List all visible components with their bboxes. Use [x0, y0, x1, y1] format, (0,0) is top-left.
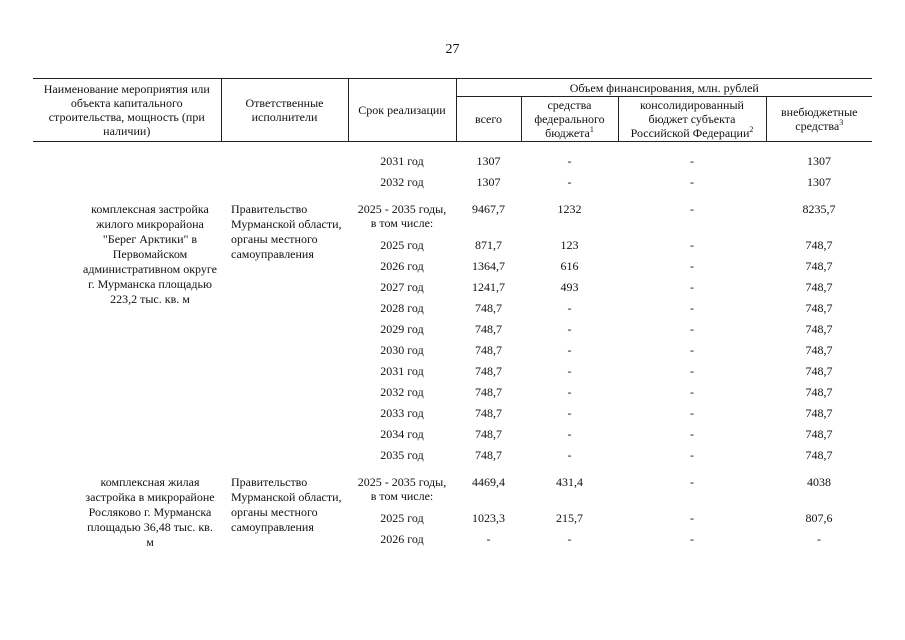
- table-row: комплексная жилая застройка в микрорайоне Росляково г. Мурманска площадью 36,48 тыс. кв. м Правительство Мурманской области, органы местного самоуправления 2025 - 2035 годы, в том числе: 4469,4 431,4 - 4038: [33, 475, 872, 511]
- table-row: 2026 год - - - -: [380, 532, 821, 546]
- header-executor: Ответственные исполнители: [221, 79, 348, 142]
- table-row: 2032 год 1307 - - 1307: [380, 175, 831, 189]
- table-row: 2025 год 1023,3 215,7 - 807,6: [380, 511, 833, 525]
- header-funding: Объем финансирования, млн. рублей: [456, 79, 872, 97]
- header-term: Срок реализации: [348, 79, 456, 142]
- table-row: 2034 год 748,7 - - 748,7: [380, 427, 833, 441]
- header-total: всего: [456, 97, 521, 142]
- table-row: 2035 год 748,7 - - 748,7: [380, 448, 833, 462]
- header-federal: средства федерального бюджета$^1$: [521, 97, 618, 142]
- page-number: 27: [445, 42, 460, 57]
- project1-executor: Правительство Мурманской области, органы местного самоуправления: [231, 202, 342, 261]
- table-row: 2031 год 1307 - - 1307: [380, 154, 831, 168]
- table-row: 2031 год 748,7 - - 748,7: [380, 364, 833, 378]
- header-extrabudget: внебюджетные средства$^3$: [766, 97, 872, 142]
- table-row: комплексная застройка жилого микрорайона "Берег Арктики" в Первомайском административном округе г. Мурманска площадью 223,2 тыс. кв. м Правительство Мурманской области, органы местного самоуправления 2025 - 2035 годы, в том числе: 9467,7 1232 - 8235,7: [33, 202, 872, 238]
- project2-executor: Правительство Мурманской области, органы местного самоуправления: [231, 475, 342, 534]
- table-row: 2028 год 748,7 - - 748,7: [380, 301, 833, 315]
- funding-table: [33, 78, 872, 553]
- table-row: 2033 год 748,7 - - 748,7: [380, 406, 833, 420]
- project1-term: 2025 - 2035 годы, в том числе:: [357, 202, 447, 230]
- header-regional: консолидированный бюджет субъекта Российской Федерации$^2$: [618, 97, 766, 142]
- table-row: 2026 год 1364,7 616 - 748,7: [380, 259, 833, 273]
- table-row: 2025 год 871,7 123 - 748,7: [380, 238, 833, 252]
- table-header: [33, 79, 872, 142]
- table-row: 2029 год 748,7 - - 748,7: [380, 322, 833, 336]
- project1-name: комплексная застройка жилого микрорайона "Берег Арктики" в Первомайском административном округе г. Мурманска площадью 223,2 тыс. кв. м: [83, 202, 217, 306]
- table-row: 2032 год 748,7 - - 748,7: [380, 385, 833, 399]
- header-name: Наименование мероприятия или объекта капитального строительства, мощность (при наличии): [33, 79, 221, 142]
- table-body: [33, 142, 872, 554]
- project2-term: 2025 - 2035 годы, в том числе:: [357, 475, 447, 503]
- project2-name: комплексная жилая застройка в микрорайоне Росляково г. Мурманска площадью 36,48 тыс. кв. м: [85, 475, 215, 549]
- table-row: 2027 год 1241,7 493 - 748,7: [380, 280, 833, 294]
- table-row: 2030 год 748,7 - - 748,7: [380, 343, 833, 357]
